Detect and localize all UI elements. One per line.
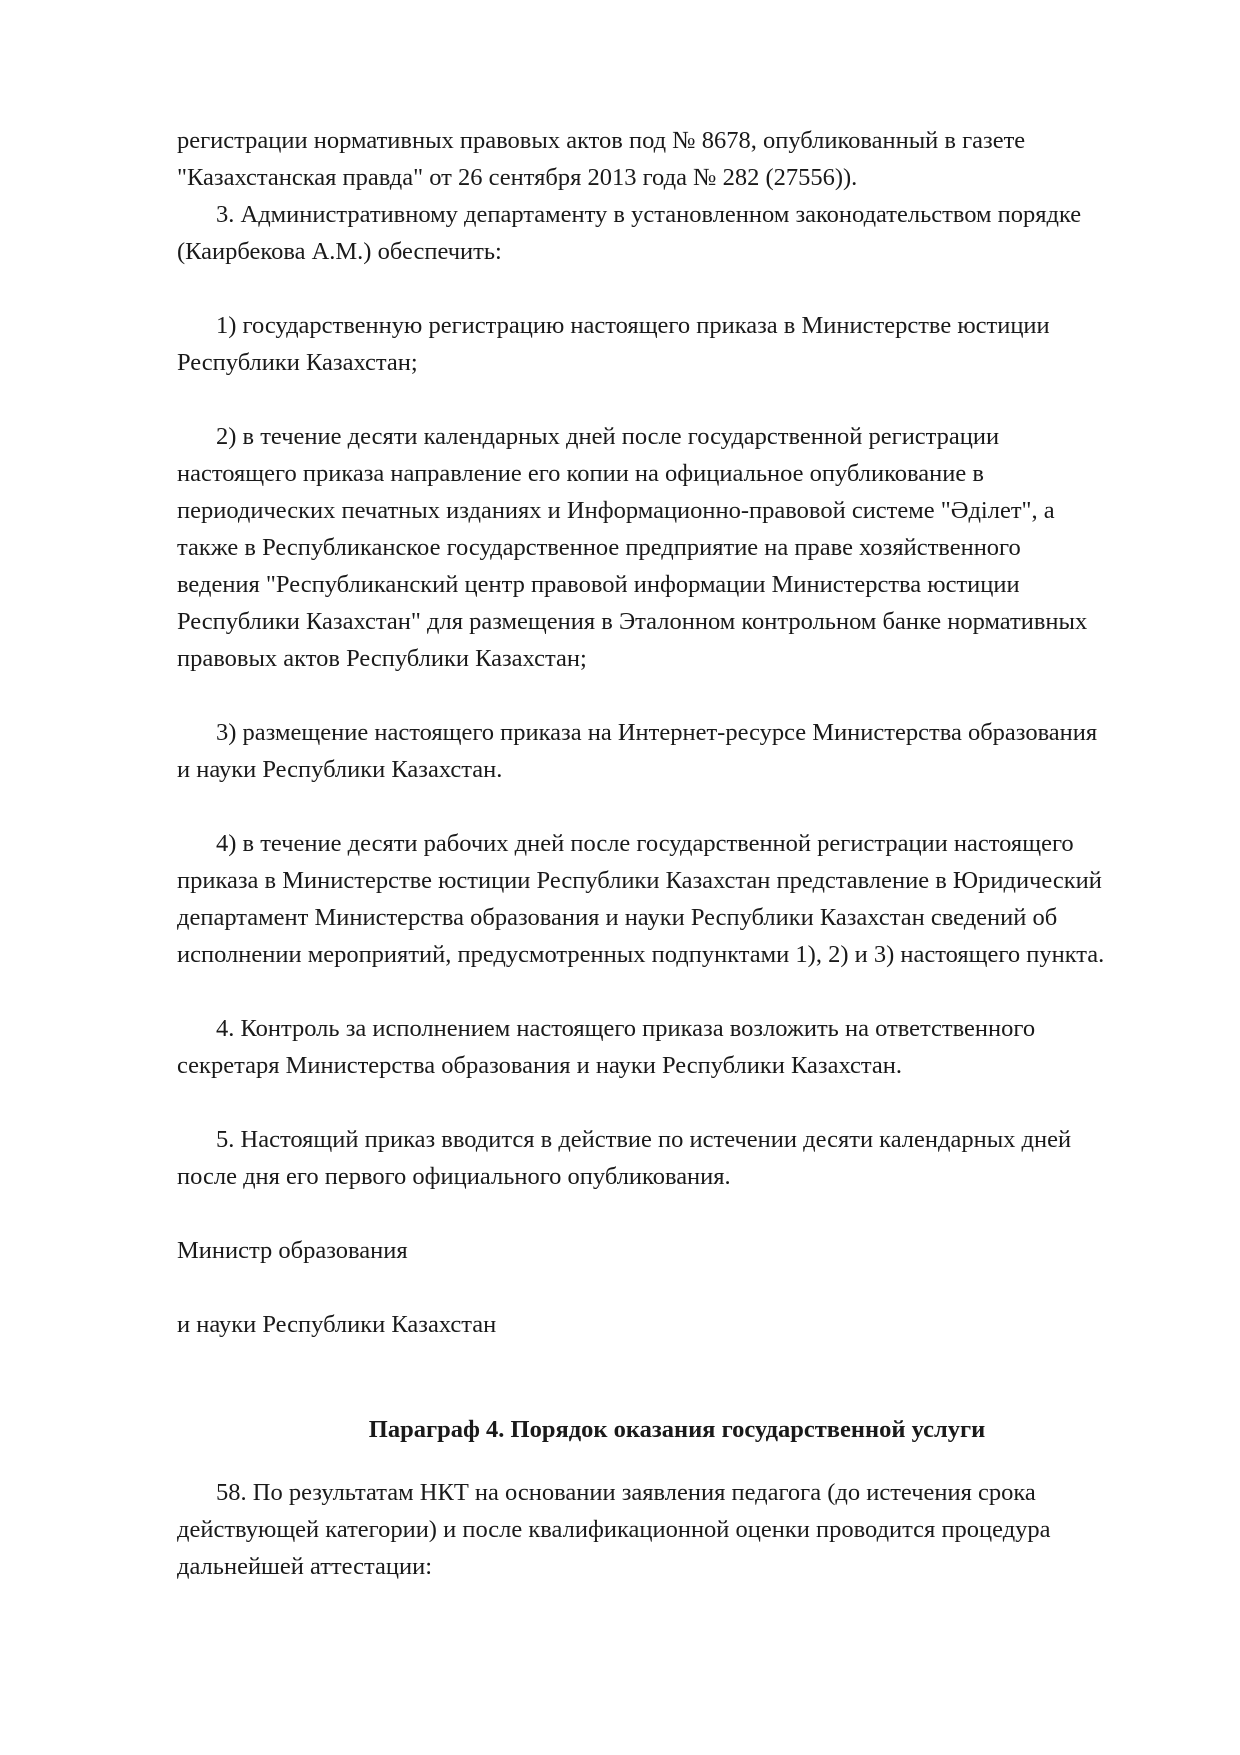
paragraph-intro (177, 122, 1157, 196)
text-line: Республики Казахстан" для размещения в Эталонном контрольном банке нормативных (177, 608, 1088, 635)
subparagraph-3-2 (177, 418, 1157, 677)
signature-title: Министр образования (177, 1237, 408, 1264)
text-line: правовых актов Республики Казахстан; (177, 645, 587, 672)
text-line: Республики Казахстан; (177, 349, 418, 376)
subparagraph-3-1 (177, 307, 1157, 381)
text-line: 4) в течение десяти рабочих дней после государственной регистрации настоящего (216, 830, 1074, 857)
section-heading: Параграф 4. Порядок оказания государственной услуги (368, 1416, 986, 1443)
paragraph-5 (177, 1121, 1157, 1195)
text-line: регистрации нормативных правовых актов под № 8678, опубликованный в газете (177, 127, 1026, 154)
paragraph-4 (177, 1010, 1157, 1084)
text-line: департамент Министерства образования и науки Республики Казахстан сведений об (177, 904, 1058, 931)
text-line: исполнении мероприятий, предусмотренных подпунктами 1), 2) и 3) настоящего пункта. (177, 941, 1105, 968)
text-line: периодических печатных изданиях и Информационно-правовой системе "Әділет", а (177, 497, 1055, 524)
text-line: 5. Настоящий приказ вводится в действие по истечении десяти календарных дней (216, 1126, 1072, 1153)
document-page (177, 122, 1157, 1585)
text-line: дальнейшей аттестации: (177, 1553, 433, 1580)
text-line: настоящего приказа направление его копии на официальное опубликование в (177, 460, 984, 487)
text-line: 3. Административному департаменту в установленном законодательством порядке (216, 201, 1082, 228)
subparagraph-3-3 (177, 714, 1157, 788)
text-line: 2) в течение десяти календарных дней после государственной регистрации (216, 423, 1000, 450)
text-line: секретаря Министерства образования и науки Республики Казахстан. (177, 1052, 902, 1079)
text-line: 1) государственную регистрацию настоящего приказа в Министерстве юстиции (216, 312, 1050, 339)
signature-organization: и науки Республики Казахстан (177, 1311, 497, 1338)
text-line: приказа в Министерстве юстиции Республики Казахстан представление в Юридический (177, 867, 1102, 894)
text-line: 3) размещение настоящего приказа на Интернет-ресурсе Министерства образования (216, 719, 1098, 746)
text-line: ведения "Республиканский центр правовой информации Министерства юстиции (177, 571, 1020, 598)
text-line: и науки Республики Казахстан. (177, 756, 503, 783)
text-line: (Каирбекова А.М.) обеспечить: (177, 238, 502, 265)
paragraph-3 (177, 196, 1157, 270)
text-line: также в Республиканское государственное предприятие на праве хозяйственного (177, 534, 1021, 561)
text-line: действующей категории) и после квалификационной оценки проводится процедура (177, 1516, 1051, 1543)
text-line: "Казахстанская правда" от 26 сентября 2013 года № 282 (27556)). (177, 164, 858, 191)
text-line: после дня его первого официального опубликования. (177, 1163, 731, 1190)
text-line: 4. Контроль за исполнением настоящего приказа возложить на ответственного (216, 1015, 1036, 1042)
paragraph-58 (177, 1474, 1157, 1585)
text-line: 58. По результатам НКТ на основании заявления педагога (до истечения срока (216, 1479, 1036, 1506)
subparagraph-3-4 (177, 825, 1157, 973)
signature-block (177, 1232, 1157, 1343)
